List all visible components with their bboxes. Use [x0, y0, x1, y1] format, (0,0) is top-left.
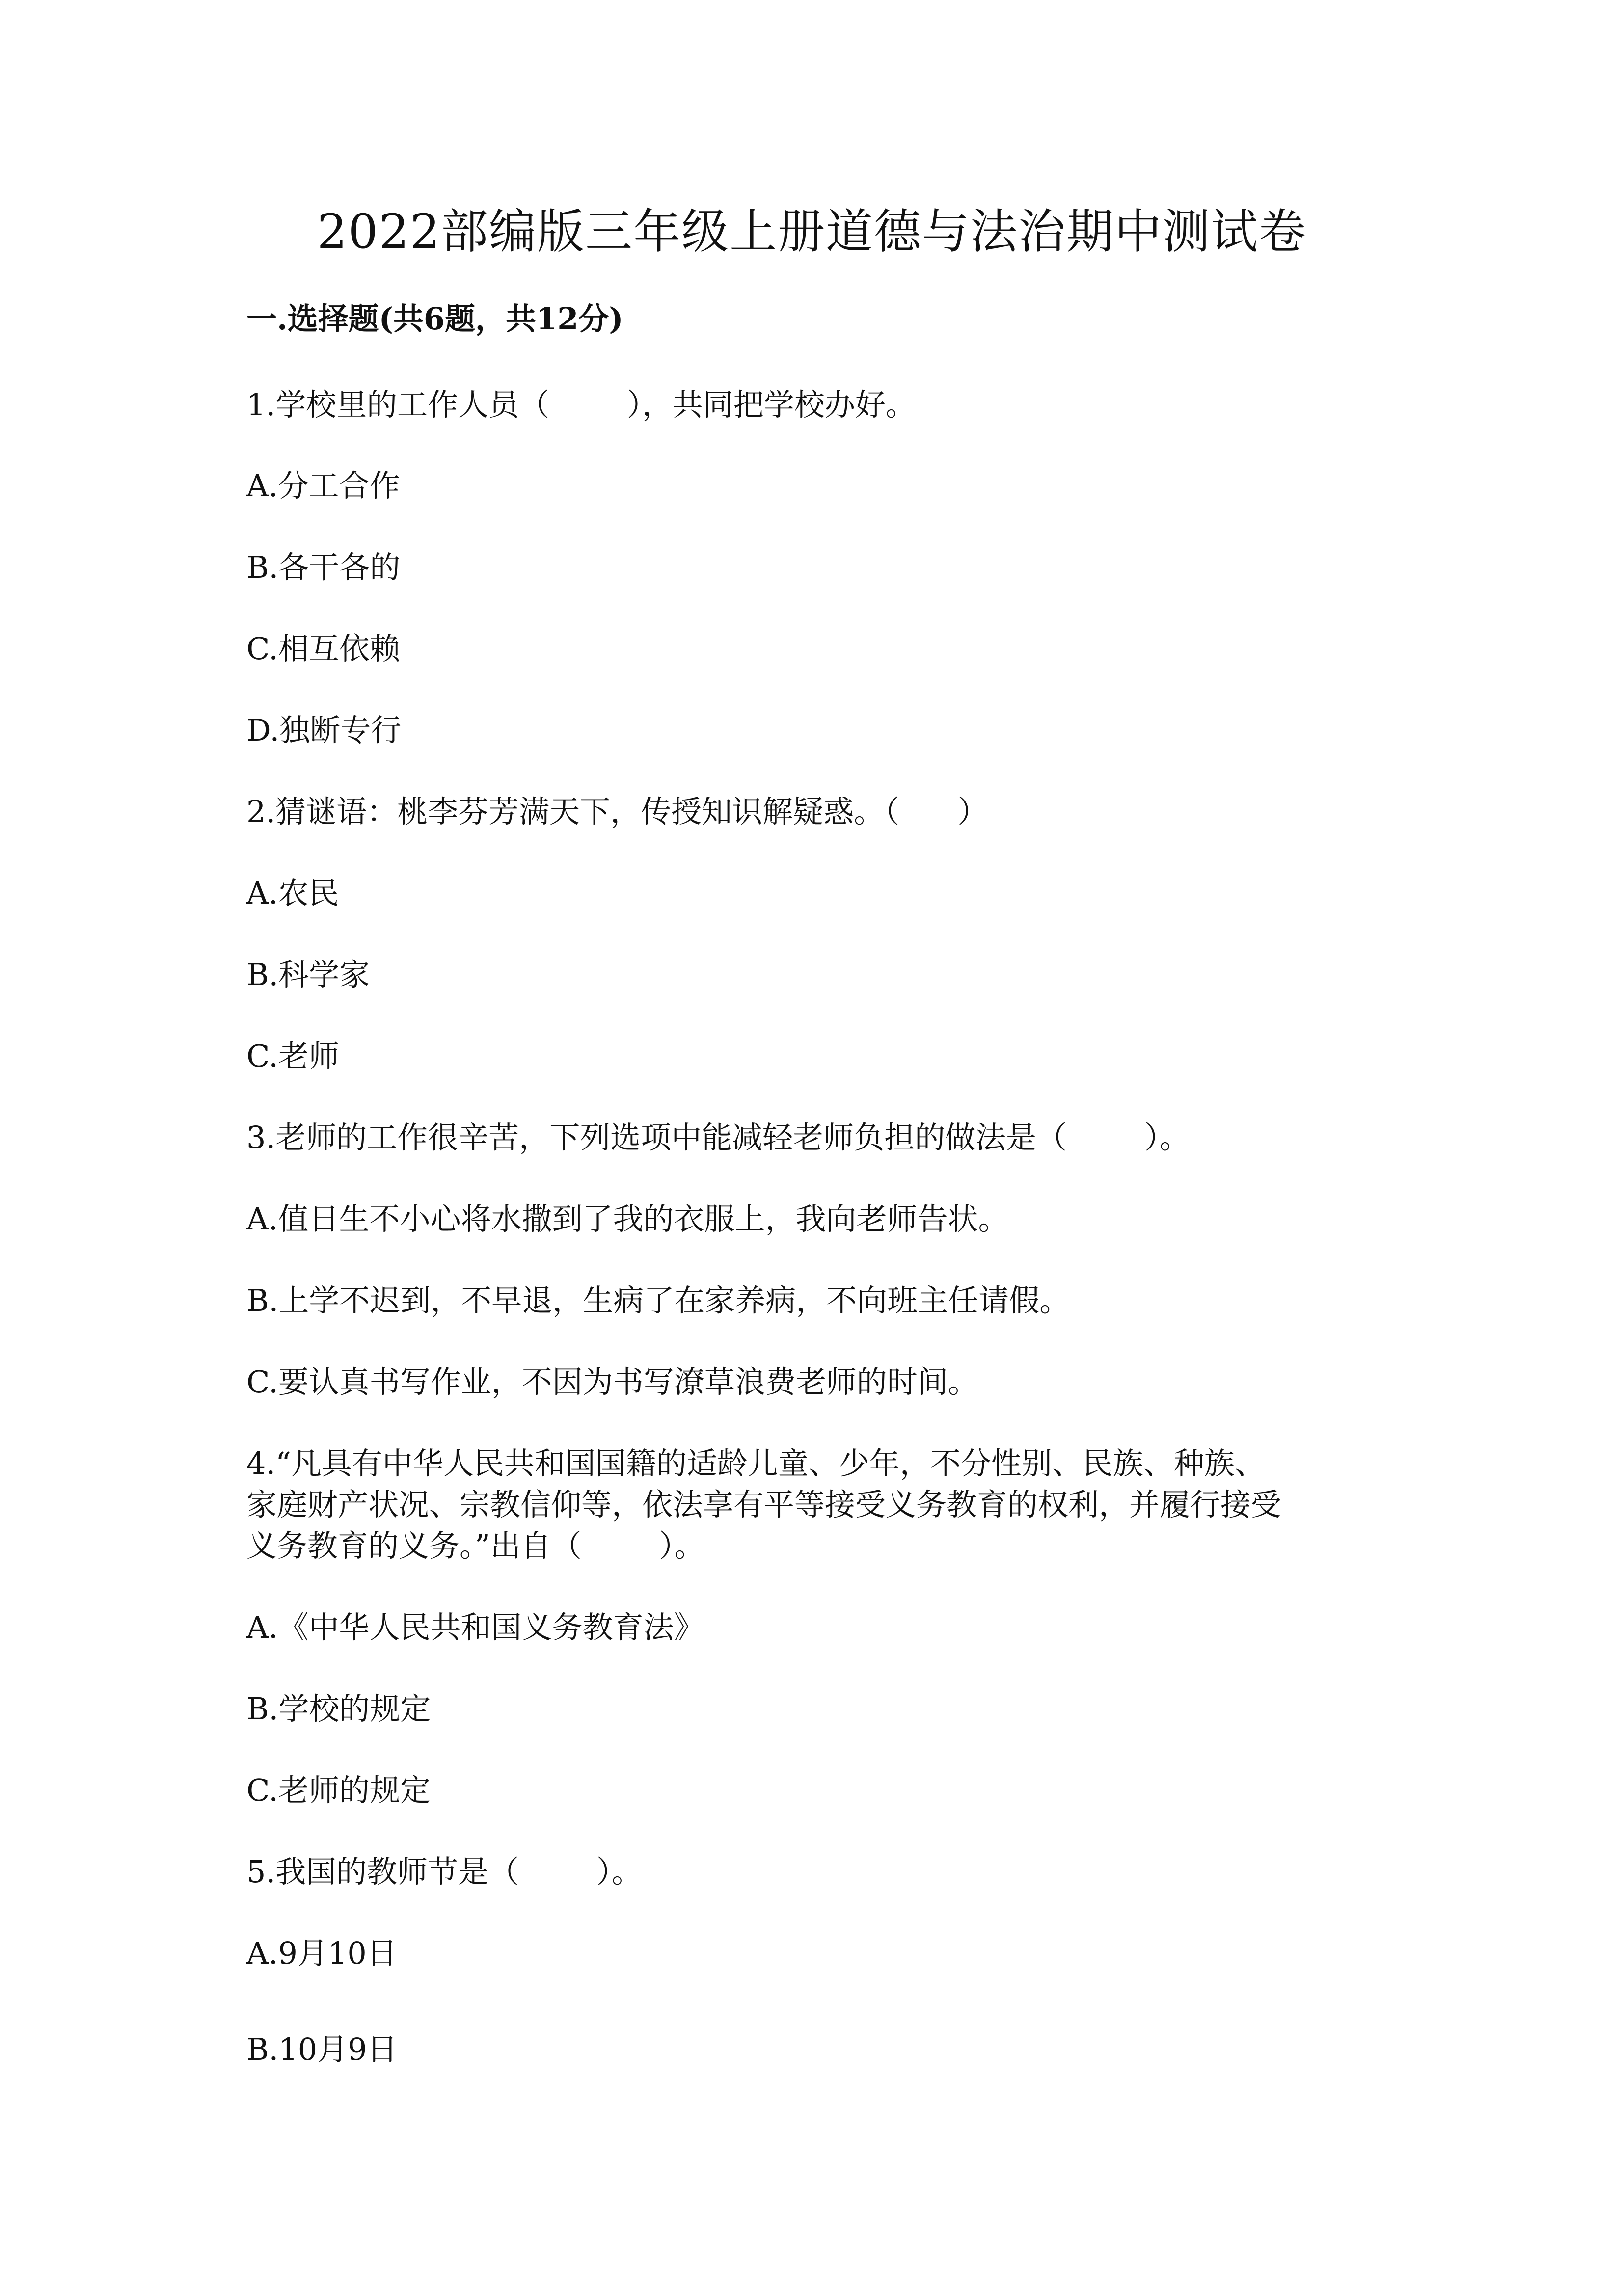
question-4-stem-line-3: 义务教育的义务。”出自（ ）。: [246, 1528, 705, 1564]
question-3-option-a: A.值日生不小心将水撒到了我的衣服上，我向老师告状。: [246, 1201, 1009, 1237]
question-1-option-b: B.各干各的: [246, 549, 401, 585]
question-1-option-d: D.独断专行: [246, 712, 402, 748]
question-3-option-c: C.要认真书写作业，不因为书写潦草浪费老师的时间。: [246, 1364, 978, 1400]
exam-title: 2022部编版三年级上册道德与法治期中测试卷: [317, 204, 1307, 259]
question-1-stem: 1.学校里的工作人员（ ），共同把学校办好。: [246, 387, 916, 423]
question-5-option-a: A.9月10日: [246, 1935, 397, 1971]
question-2-option-c: C.老师: [246, 1038, 339, 1074]
question-2-option-b: B.科学家: [246, 957, 370, 992]
question-5-option-b: B.10月9日: [246, 2031, 398, 2067]
question-2-stem: 2.猜谜语：桃李芬芳满天下，传授知识解疑惑。（ ）: [246, 794, 988, 829]
question-4-option-c: C.老师的规定: [246, 1772, 431, 1808]
question-4-option-a: A.《中华人民共和国义务教育法》: [246, 1609, 704, 1645]
question-3-option-b: B.上学不迟到，不早退，生病了在家养病，不向班主任请假。: [246, 1282, 1070, 1318]
section-heading: 一.选择题(共6题，共12分): [246, 301, 623, 337]
question-1-option-a: A.分工合作: [246, 468, 400, 504]
question-4-option-b: B.学校的规定: [246, 1691, 431, 1727]
question-1-option-c: C.相互依赖: [246, 631, 400, 667]
question-2-option-a: A.农民: [246, 875, 339, 911]
question-3-stem: 3.老师的工作很辛苦，下列选项中能减轻老师负担的做法是（ ）。: [246, 1120, 1190, 1155]
question-5-stem: 5.我国的教师节是（ ）。: [246, 1854, 642, 1890]
question-4-stem-line-2: 家庭财产状况、宗教信仰等，依法享有平等接受义务教育的权利，并履行接受: [246, 1487, 1282, 1522]
question-4-stem-line-1: 4.“凡具有中华人民共和国国籍的适龄儿童、少年，不分性别、民族、种族、: [246, 1445, 1265, 1481]
